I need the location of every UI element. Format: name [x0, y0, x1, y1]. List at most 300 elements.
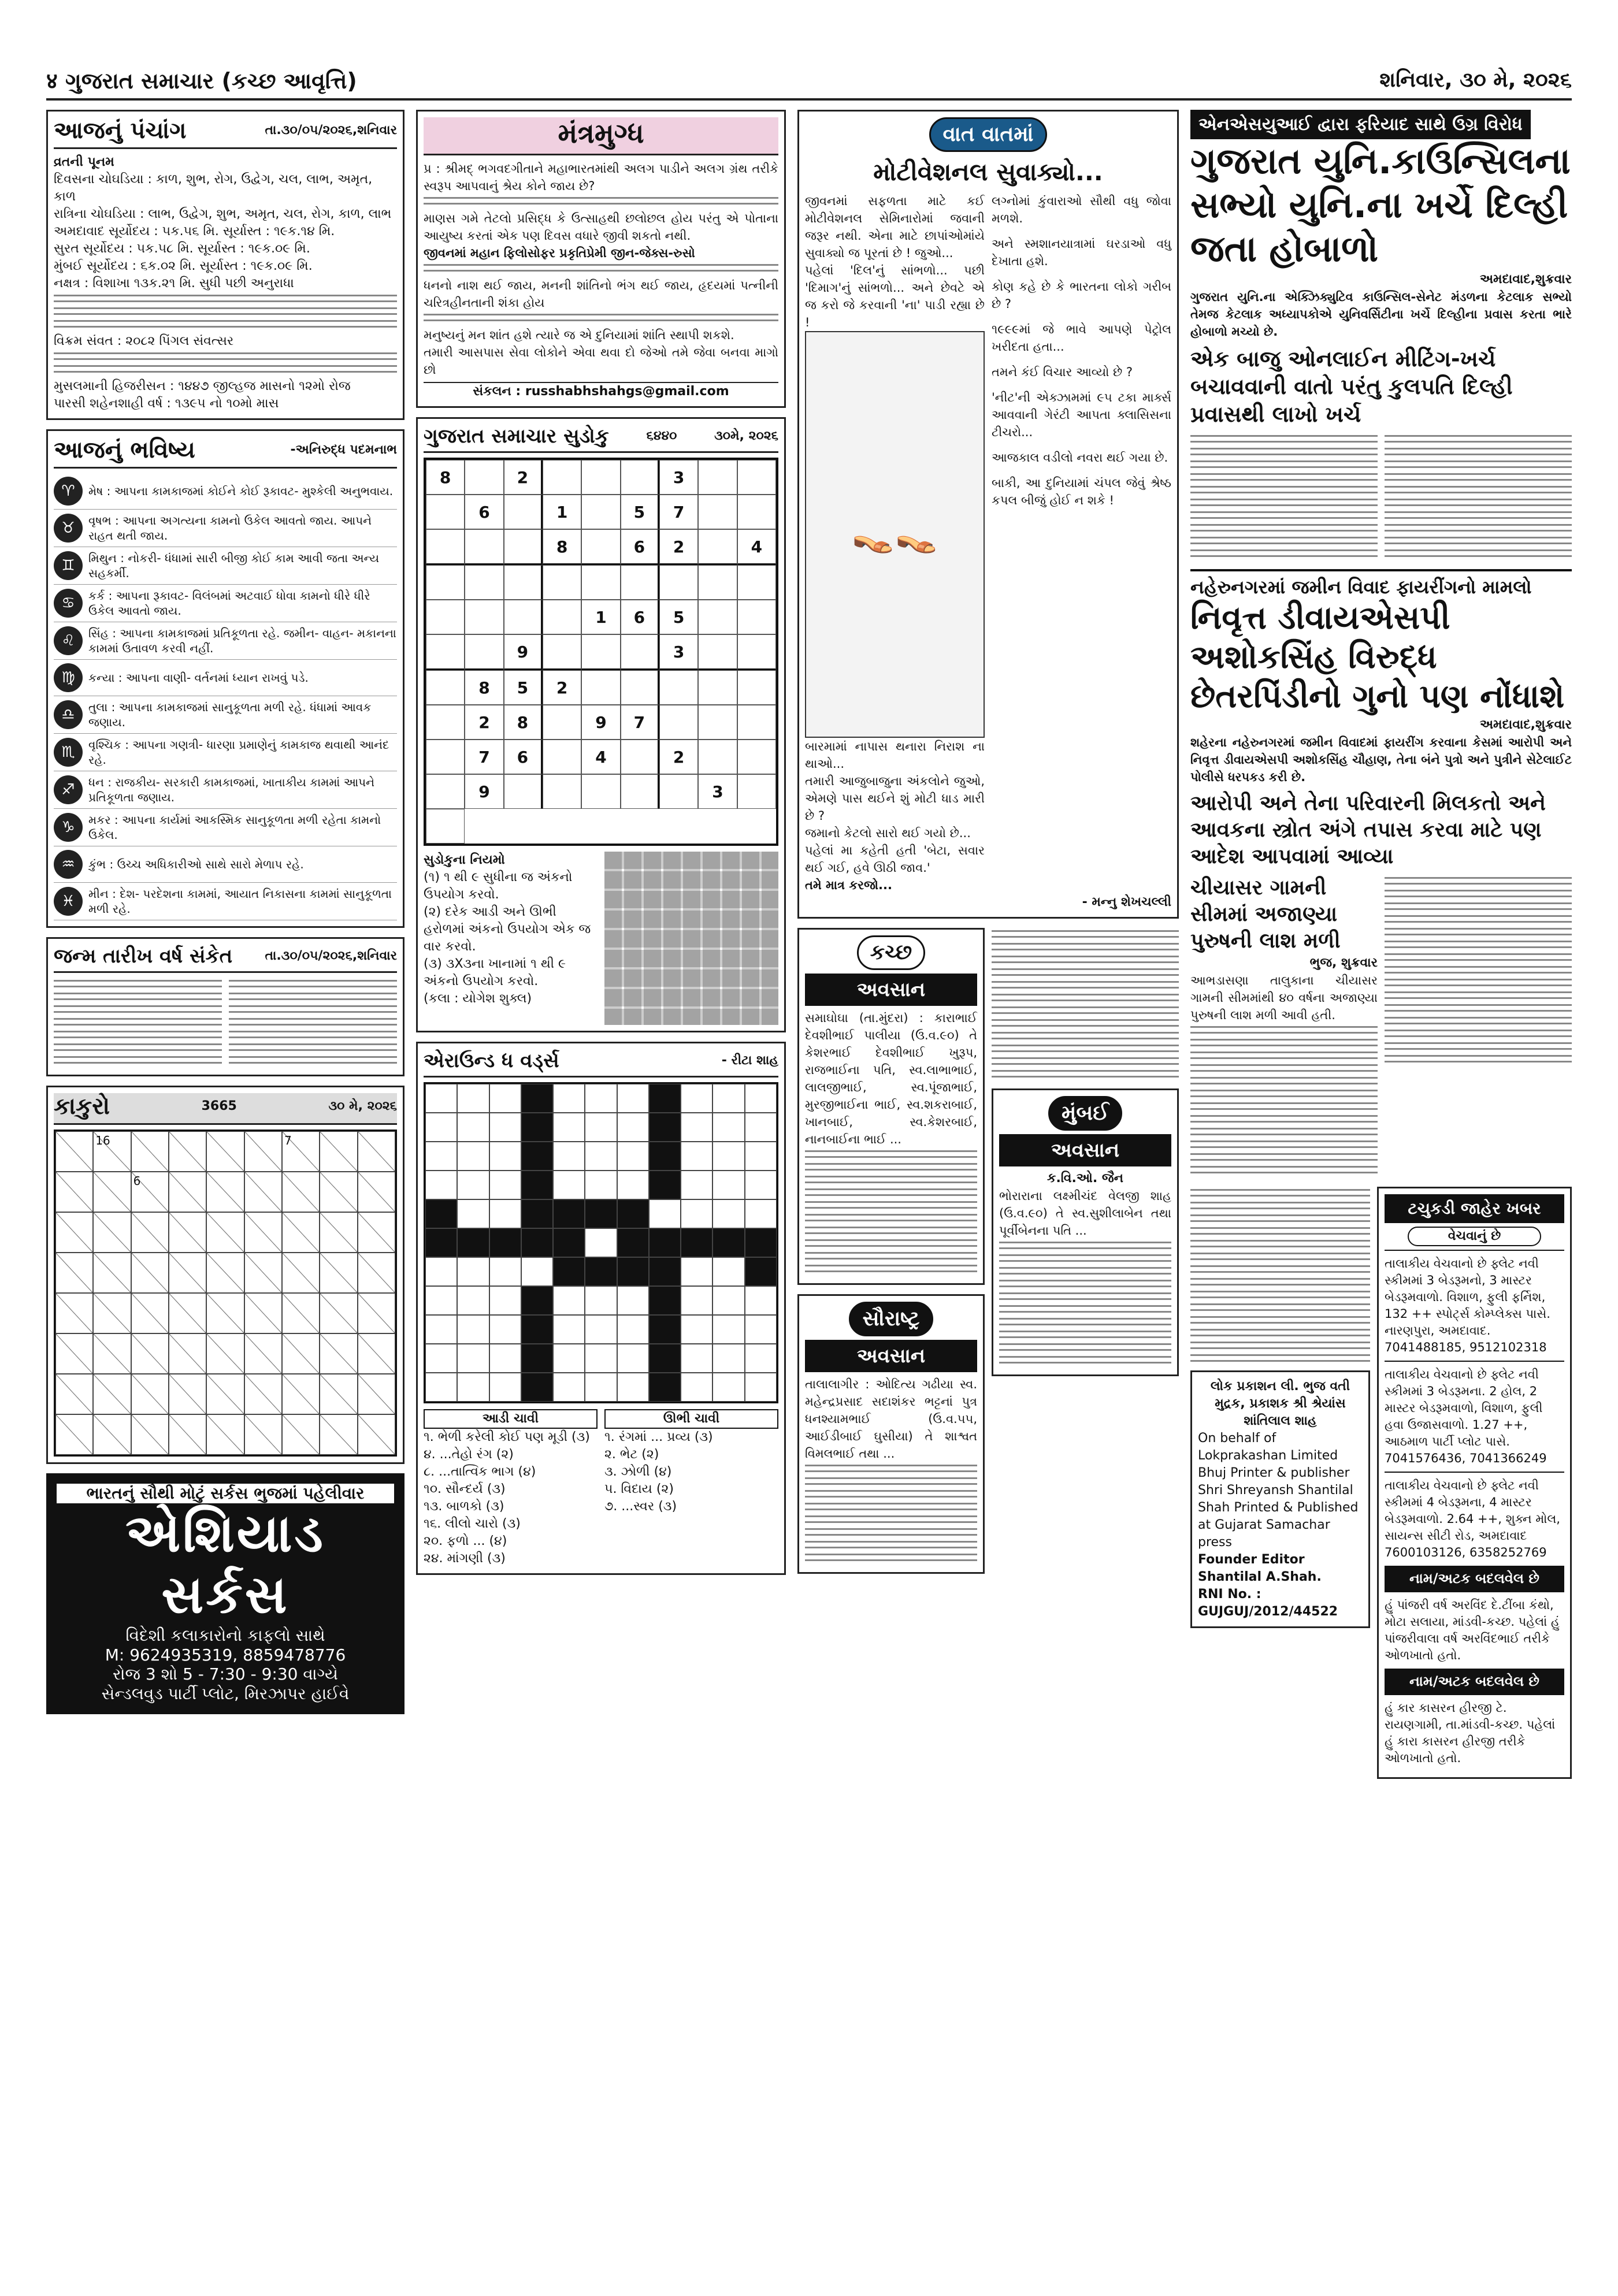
sudoku-cell[interactable]: 2	[504, 460, 543, 495]
crossword-cell[interactable]	[521, 1199, 553, 1228]
sudoku-cell[interactable]: 7	[621, 705, 659, 740]
sudoku-cell[interactable]	[543, 774, 581, 809]
kakuro-cell[interactable]	[55, 1253, 93, 1293]
crossword-cell[interactable]	[649, 1113, 681, 1142]
crossword-cell[interactable]	[745, 1286, 777, 1315]
kakuro-cell[interactable]	[169, 1131, 206, 1172]
kakuro-cell[interactable]: 7	[282, 1131, 320, 1172]
kakuro-cell[interactable]	[206, 1374, 244, 1414]
crossword-cell[interactable]	[553, 1373, 585, 1402]
sudoku-cell[interactable]: 9	[504, 634, 543, 670]
crossword-cell[interactable]	[712, 1084, 744, 1113]
sudoku-cell[interactable]	[659, 670, 698, 705]
sudoku-cell[interactable]	[621, 740, 659, 774]
kakuro-cell[interactable]	[169, 1293, 206, 1333]
kakuro-cell[interactable]	[282, 1172, 320, 1212]
sudoku-cell[interactable]	[621, 670, 659, 705]
sudoku-cell[interactable]	[621, 774, 659, 809]
crossword-cell[interactable]	[489, 1344, 521, 1373]
sudoku-cell[interactable]	[737, 460, 776, 495]
sudoku-cell[interactable]	[698, 565, 737, 600]
kakuro-cell[interactable]	[93, 1293, 131, 1333]
sudoku-cell[interactable]	[698, 495, 737, 529]
kakuro-cell[interactable]	[282, 1414, 320, 1455]
kakuro-cell[interactable]	[93, 1253, 131, 1293]
sudoku-cell[interactable]	[465, 600, 503, 634]
kakuro-cell[interactable]	[131, 1212, 169, 1253]
sudoku-cell[interactable]: 6	[621, 529, 659, 565]
crossword-cell[interactable]	[617, 1113, 649, 1142]
crossword-cell[interactable]	[712, 1142, 744, 1171]
sudoku-cell[interactable]: 4	[581, 740, 620, 774]
kakuro-cell[interactable]	[131, 1293, 169, 1333]
crossword-cell[interactable]	[617, 1344, 649, 1373]
sudoku-cell[interactable]: 3	[698, 774, 737, 809]
crossword-cell[interactable]	[457, 1344, 489, 1373]
sudoku-cell[interactable]: 2	[465, 705, 503, 740]
kakuro-cell[interactable]	[320, 1374, 357, 1414]
kakuro-cell[interactable]	[282, 1333, 320, 1374]
sudoku-cell[interactable]	[698, 705, 737, 740]
crossword-cell[interactable]	[585, 1084, 617, 1113]
kakuro-cell[interactable]	[55, 1414, 93, 1455]
classified-sale-label: વેચવાનું છે	[1408, 1227, 1541, 1246]
sudoku-cell[interactable]	[426, 565, 465, 600]
kakuro-cell[interactable]	[244, 1293, 282, 1333]
kakuro-cell[interactable]	[358, 1374, 395, 1414]
crossword-cell[interactable]	[649, 1286, 681, 1315]
crossword-cell[interactable]	[712, 1286, 744, 1315]
crossword-cell[interactable]	[553, 1113, 585, 1142]
kakuro-cell[interactable]	[320, 1212, 357, 1253]
crossword-cell[interactable]	[457, 1373, 489, 1402]
panchang-date: તા.૩૦/૦૫/૨૦૨૬,શનિવાર	[265, 123, 397, 138]
sudoku-cell[interactable]	[465, 529, 503, 565]
kakuro-cell[interactable]	[282, 1374, 320, 1414]
crossword-cell[interactable]	[585, 1171, 617, 1199]
sudoku-cell[interactable]: 5	[659, 600, 698, 634]
sudoku-cell[interactable]	[426, 529, 465, 565]
crossword-cell[interactable]	[489, 1171, 521, 1199]
crossword-cell[interactable]	[457, 1142, 489, 1171]
sudoku-cell[interactable]	[504, 774, 543, 809]
crossword-cell[interactable]	[457, 1084, 489, 1113]
crossword-cell[interactable]	[617, 1142, 649, 1171]
kakuro-cell[interactable]	[169, 1333, 206, 1374]
crossword-cell[interactable]	[745, 1315, 777, 1344]
kakuro-cell[interactable]	[320, 1414, 357, 1455]
bhavishya-box	[46, 429, 404, 928]
kakuro-cell[interactable]	[93, 1414, 131, 1455]
kakuro-cell[interactable]	[320, 1172, 357, 1212]
kakuro-cell[interactable]	[55, 1212, 93, 1253]
sudoku-cell[interactable]	[737, 495, 776, 529]
sudoku-cell[interactable]	[737, 705, 776, 740]
mantra-contact[interactable]: સંકલન : russhabhshahgs@gmail.com	[424, 382, 778, 400]
kakuro-cell[interactable]	[169, 1414, 206, 1455]
crossword-cell[interactable]	[585, 1199, 617, 1228]
kakuro-cell[interactable]	[169, 1172, 206, 1212]
crossword-cell[interactable]	[649, 1344, 681, 1373]
crossword-cell[interactable]	[712, 1228, 744, 1257]
crossword-cell[interactable]	[681, 1286, 712, 1315]
kakuro-cell[interactable]	[244, 1414, 282, 1455]
sudoku-cell[interactable]	[426, 740, 465, 774]
sudoku-cell[interactable]	[737, 670, 776, 705]
crossword-cell[interactable]	[489, 1113, 521, 1142]
crossword-cell[interactable]	[489, 1199, 521, 1228]
crossword-cell[interactable]	[745, 1257, 777, 1286]
crossword-cell[interactable]	[585, 1257, 617, 1286]
kakuro-cell[interactable]	[206, 1293, 244, 1333]
sudoku-cell[interactable]	[737, 565, 776, 600]
kakuro-cell[interactable]	[131, 1374, 169, 1414]
sudoku-header	[424, 425, 778, 453]
sudoku-cell[interactable]	[543, 565, 581, 600]
crossword-cell[interactable]	[681, 1315, 712, 1344]
sudoku-cell[interactable]: 8	[504, 705, 543, 740]
crossword-cell[interactable]	[553, 1084, 585, 1113]
kakuro-cell[interactable]	[93, 1212, 131, 1253]
kakuro-cell[interactable]	[169, 1374, 206, 1414]
crossword-cell[interactable]	[745, 1084, 777, 1113]
sudoku-grid[interactable]	[424, 458, 778, 846]
sudoku-cell[interactable]: 3	[659, 634, 698, 670]
crossword-cell[interactable]	[745, 1142, 777, 1171]
crossword-cell[interactable]	[489, 1257, 521, 1286]
sudoku-cell[interactable]	[504, 600, 543, 634]
crossword-cell[interactable]	[521, 1286, 553, 1315]
crossword-cell[interactable]	[489, 1142, 521, 1171]
sudoku-cell[interactable]: 4	[737, 529, 776, 565]
kakuro-cell[interactable]	[55, 1131, 93, 1172]
crossword-cell[interactable]	[649, 1084, 681, 1113]
sudoku-cell[interactable]	[426, 705, 465, 740]
sudoku-cell[interactable]: 8	[426, 460, 465, 495]
crossword-cell[interactable]	[553, 1142, 585, 1171]
kakuro-cell[interactable]	[244, 1172, 282, 1212]
sudoku-cell[interactable]	[737, 600, 776, 634]
crossword-cell[interactable]	[425, 1228, 457, 1257]
crossword-cell[interactable]	[712, 1171, 744, 1199]
sudoku-cell[interactable]	[659, 705, 698, 740]
sudoku-cell[interactable]	[581, 529, 620, 565]
crossword-cell[interactable]	[649, 1228, 681, 1257]
sudoku-cell[interactable]	[543, 705, 581, 740]
sudoku-cell[interactable]	[581, 460, 620, 495]
kakuro-cell[interactable]	[206, 1212, 244, 1253]
kakuro-cell[interactable]	[206, 1131, 244, 1172]
kakuro-date: ૩૦ મે, ૨૦૨૬	[328, 1099, 397, 1113]
crossword-cell[interactable]	[425, 1286, 457, 1315]
crossword-cell[interactable]	[425, 1315, 457, 1344]
kakuro-cell[interactable]	[244, 1374, 282, 1414]
kakuro-cell[interactable]	[131, 1414, 169, 1455]
crossword-cell[interactable]	[489, 1373, 521, 1402]
sudoku-cell[interactable]	[698, 600, 737, 634]
crossword-cell[interactable]	[585, 1286, 617, 1315]
crossword-cell[interactable]	[681, 1171, 712, 1199]
sudoku-cell[interactable]	[698, 529, 737, 565]
sudoku-cell[interactable]: 2	[659, 740, 698, 774]
crossword-cell[interactable]	[521, 1228, 553, 1257]
kakuro-cell[interactable]	[282, 1212, 320, 1253]
crossword-cell[interactable]	[585, 1142, 617, 1171]
kakuro-cell[interactable]	[358, 1253, 395, 1293]
crossword-cell[interactable]	[681, 1113, 712, 1142]
sudoku-cell[interactable]: 5	[504, 670, 543, 705]
crossword-cell[interactable]	[553, 1199, 585, 1228]
crossword-cell[interactable]	[745, 1344, 777, 1373]
crossword-cell[interactable]	[617, 1171, 649, 1199]
sudoku-cell[interactable]	[581, 495, 620, 529]
mumbai-subtitle: અવસાન	[999, 1134, 1171, 1166]
sudoku-cell[interactable]	[426, 809, 465, 844]
crossword-cell[interactable]	[681, 1257, 712, 1286]
sudoku-cell[interactable]: 6	[465, 495, 503, 529]
sudoku-cell[interactable]: 2	[659, 529, 698, 565]
crossword-cell[interactable]	[617, 1084, 649, 1113]
sudoku-cell[interactable]: 2	[543, 670, 581, 705]
crossword-cell[interactable]	[617, 1373, 649, 1402]
sudoku-cell[interactable]: 5	[621, 495, 659, 529]
crossword-cell[interactable]	[457, 1113, 489, 1142]
crossword-cell[interactable]	[457, 1286, 489, 1315]
kakuro-cell[interactable]	[320, 1333, 357, 1374]
crossword-cell[interactable]	[649, 1373, 681, 1402]
crossword-cell[interactable]	[553, 1171, 585, 1199]
crossword-cell[interactable]	[553, 1344, 585, 1373]
kakuro-cell[interactable]	[320, 1293, 357, 1333]
crossword-cell[interactable]	[521, 1257, 553, 1286]
kakuro-cell[interactable]	[282, 1253, 320, 1293]
crossword-cell[interactable]	[457, 1171, 489, 1199]
rashi-text: કર્ક : આપના રૂકાવટ- વિલંબમાં અટવાઈ ધોવા કામનો ધીરે ધીરે ઉકેલ આવતો જાય.	[88, 589, 370, 618]
kakuro-grid[interactable]	[54, 1130, 397, 1457]
crossword-cell[interactable]	[553, 1286, 585, 1315]
sudoku-cell[interactable]	[543, 634, 581, 670]
crossword-cell[interactable]	[585, 1344, 617, 1373]
kakuro-cell[interactable]	[358, 1293, 395, 1333]
crossword-cell[interactable]	[585, 1373, 617, 1402]
crossword-cell[interactable]	[425, 1113, 457, 1142]
sudoku-cell[interactable]	[737, 774, 776, 809]
crossword-cell[interactable]	[649, 1199, 681, 1228]
sudoku-cell[interactable]	[465, 460, 503, 495]
crossword-cell[interactable]	[585, 1228, 617, 1257]
crossword-cell[interactable]	[457, 1257, 489, 1286]
kakuro-cell[interactable]	[93, 1333, 131, 1374]
kakuro-cell[interactable]	[358, 1131, 395, 1172]
crossword-cell[interactable]	[457, 1315, 489, 1344]
crossword-cell[interactable]	[649, 1142, 681, 1171]
kakuro-cell[interactable]	[244, 1131, 282, 1172]
crossword-cell[interactable]	[425, 1373, 457, 1402]
crossword-cell[interactable]	[745, 1373, 777, 1402]
kakuro-cell[interactable]	[93, 1374, 131, 1414]
sudoku-cell[interactable]	[621, 460, 659, 495]
crossword-cell[interactable]	[553, 1315, 585, 1344]
crossword-cell[interactable]	[617, 1228, 649, 1257]
crossword-cell[interactable]	[521, 1113, 553, 1142]
crossword-cell[interactable]	[617, 1286, 649, 1315]
sudoku-cell[interactable]	[581, 670, 620, 705]
kakuro-cell[interactable]	[206, 1253, 244, 1293]
crossword-cell[interactable]	[681, 1084, 712, 1113]
kakuro-cell[interactable]	[206, 1414, 244, 1455]
kakuro-cell[interactable]	[358, 1212, 395, 1253]
kakuro-cell[interactable]	[131, 1333, 169, 1374]
sudoku-cell[interactable]	[426, 634, 465, 670]
kakuro-cell[interactable]	[244, 1212, 282, 1253]
kakuro-cell[interactable]	[206, 1172, 244, 1212]
sudoku-cell[interactable]: 6	[504, 740, 543, 774]
sudoku-cell[interactable]	[621, 565, 659, 600]
sudoku-cell[interactable]: 8	[465, 670, 503, 705]
sudoku-cell[interactable]	[698, 634, 737, 670]
kakuro-cell[interactable]	[358, 1333, 395, 1374]
kakuro-cell[interactable]	[131, 1131, 169, 1172]
crossword-cell[interactable]	[681, 1142, 712, 1171]
crossword-cell[interactable]	[681, 1228, 712, 1257]
circus-venue: સેન્ડલવુડ પાર્ટી પ્લોટ, મિરઝાપર હાઈવે	[101, 1684, 350, 1703]
crossword-cell[interactable]	[425, 1084, 457, 1113]
kakuro-cell[interactable]: 6	[131, 1172, 169, 1212]
crossword-cell[interactable]	[745, 1199, 777, 1228]
sudoku-cell[interactable]: 1	[543, 495, 581, 529]
crossword-cell[interactable]	[585, 1113, 617, 1142]
sudoku-cell[interactable]: 8	[543, 529, 581, 565]
crossword-cell[interactable]	[425, 1257, 457, 1286]
crossword-cell[interactable]	[681, 1199, 712, 1228]
kakuro-cell[interactable]	[358, 1414, 395, 1455]
sudoku-cell[interactable]	[504, 565, 543, 600]
sudoku-cell[interactable]	[543, 740, 581, 774]
kakuro-cell[interactable]	[55, 1172, 93, 1212]
crossword-cell[interactable]	[521, 1142, 553, 1171]
crossword-cell[interactable]	[585, 1315, 617, 1344]
sudoku-cell[interactable]: 9	[465, 774, 503, 809]
crossword-cell[interactable]	[489, 1286, 521, 1315]
sudoku-cell[interactable]: 1	[581, 600, 620, 634]
sudoku-cell[interactable]	[504, 495, 543, 529]
kakuro-cell[interactable]	[169, 1212, 206, 1253]
sudoku-cell[interactable]	[581, 565, 620, 600]
sudoku-cell[interactable]	[659, 565, 698, 600]
page-date: શનિવાર, ૩૦ મે, ૨૦૨૬	[1379, 68, 1572, 92]
kakuro-cell[interactable]	[55, 1333, 93, 1374]
crossword-cell[interactable]	[617, 1257, 649, 1286]
crossword-cell[interactable]	[617, 1315, 649, 1344]
crossword-cell[interactable]	[712, 1257, 744, 1286]
sudoku-cell[interactable]	[543, 460, 581, 495]
kakuro-cell[interactable]: 16	[93, 1131, 131, 1172]
crossword-cell[interactable]	[712, 1344, 744, 1373]
crossword-cell[interactable]	[745, 1228, 777, 1257]
sudoku-cell[interactable]	[504, 529, 543, 565]
crossword-cell[interactable]	[457, 1199, 489, 1228]
crossword-cell[interactable]	[521, 1315, 553, 1344]
sudoku-cell[interactable]	[543, 600, 581, 634]
panchang-line: પારસી શહેનશાહી વર્ષ : ૧૩૯૫ નો ૧૦મો માસ	[54, 396, 279, 411]
kakuro-cell[interactable]	[206, 1333, 244, 1374]
sudoku-cell[interactable]	[659, 774, 698, 809]
sudoku-cell[interactable]: 7	[465, 740, 503, 774]
sudoku-cell[interactable]	[581, 634, 620, 670]
crossword-cell[interactable]	[489, 1084, 521, 1113]
crossword-cell[interactable]	[712, 1315, 744, 1344]
kakuro-cell[interactable]	[320, 1253, 357, 1293]
crossword-cell[interactable]	[712, 1113, 744, 1142]
crossword-cell[interactable]	[712, 1199, 744, 1228]
crossword-grid[interactable]	[424, 1082, 778, 1403]
crossword-cell[interactable]	[745, 1171, 777, 1199]
crossword-cell[interactable]	[521, 1373, 553, 1402]
crossword-cell[interactable]	[425, 1171, 457, 1199]
crossword-cell[interactable]	[553, 1228, 585, 1257]
kakuro-cell[interactable]	[93, 1172, 131, 1212]
sudoku-cell[interactable]: 3	[659, 460, 698, 495]
crossword-cell[interactable]	[425, 1142, 457, 1171]
kakuro-cell[interactable]	[55, 1293, 93, 1333]
sudoku-cell[interactable]: 9	[581, 705, 620, 740]
crossword-cell[interactable]	[489, 1315, 521, 1344]
sudoku-cell[interactable]	[737, 740, 776, 774]
crossword-cell[interactable]	[521, 1084, 553, 1113]
sudoku-cell[interactable]	[465, 565, 503, 600]
publisher-line-1: લોક પ્રકાશન લી. ભુજ વતી મુદ્રક, પ્રકાશક શ્રી શ્રેયાંસ શાંતિલાલ શાહ	[1210, 1379, 1350, 1428]
sudoku-cell[interactable]	[698, 740, 737, 774]
kakuro-cell[interactable]	[244, 1253, 282, 1293]
sudoku-cell[interactable]	[426, 670, 465, 705]
crossword-cell[interactable]	[681, 1373, 712, 1402]
crossword-cell[interactable]	[457, 1228, 489, 1257]
crossword-cell[interactable]	[553, 1257, 585, 1286]
kakuro-cell[interactable]	[131, 1253, 169, 1293]
sudoku-cell[interactable]: 7	[659, 495, 698, 529]
sudoku-cell[interactable]	[426, 600, 465, 634]
crossword-cell[interactable]	[745, 1113, 777, 1142]
crossword-cell[interactable]	[425, 1199, 457, 1228]
crossword-cell[interactable]	[521, 1171, 553, 1199]
sudoku-cell[interactable]: 6	[621, 600, 659, 634]
kakuro-cell[interactable]	[358, 1172, 395, 1212]
crossword-cell[interactable]	[649, 1257, 681, 1286]
crossword-cell[interactable]	[649, 1171, 681, 1199]
kakuro-cell[interactable]	[244, 1333, 282, 1374]
sudoku-cell[interactable]	[698, 460, 737, 495]
circus-name-1: એશિયાડ	[125, 1503, 325, 1564]
kakuro-cell[interactable]	[320, 1131, 357, 1172]
kakuro-cell[interactable]	[169, 1253, 206, 1293]
sudoku-cell[interactable]	[621, 634, 659, 670]
sudoku-cell[interactable]	[426, 495, 465, 529]
crossword-cell[interactable]	[617, 1199, 649, 1228]
crossword-cell[interactable]	[649, 1315, 681, 1344]
kakuro-cell[interactable]	[282, 1293, 320, 1333]
crossword-cell[interactable]	[489, 1228, 521, 1257]
crossword-cell[interactable]	[425, 1344, 457, 1373]
crossword-cell[interactable]	[521, 1344, 553, 1373]
crossword-cell[interactable]	[681, 1344, 712, 1373]
crossword-cell[interactable]	[712, 1373, 744, 1402]
sudoku-cell[interactable]	[465, 634, 503, 670]
sudoku-cell[interactable]	[581, 774, 620, 809]
kakuro-cell[interactable]	[55, 1374, 93, 1414]
sudoku-cell[interactable]	[737, 634, 776, 670]
sudoku-cell[interactable]	[426, 774, 465, 809]
sudoku-cell[interactable]	[698, 670, 737, 705]
